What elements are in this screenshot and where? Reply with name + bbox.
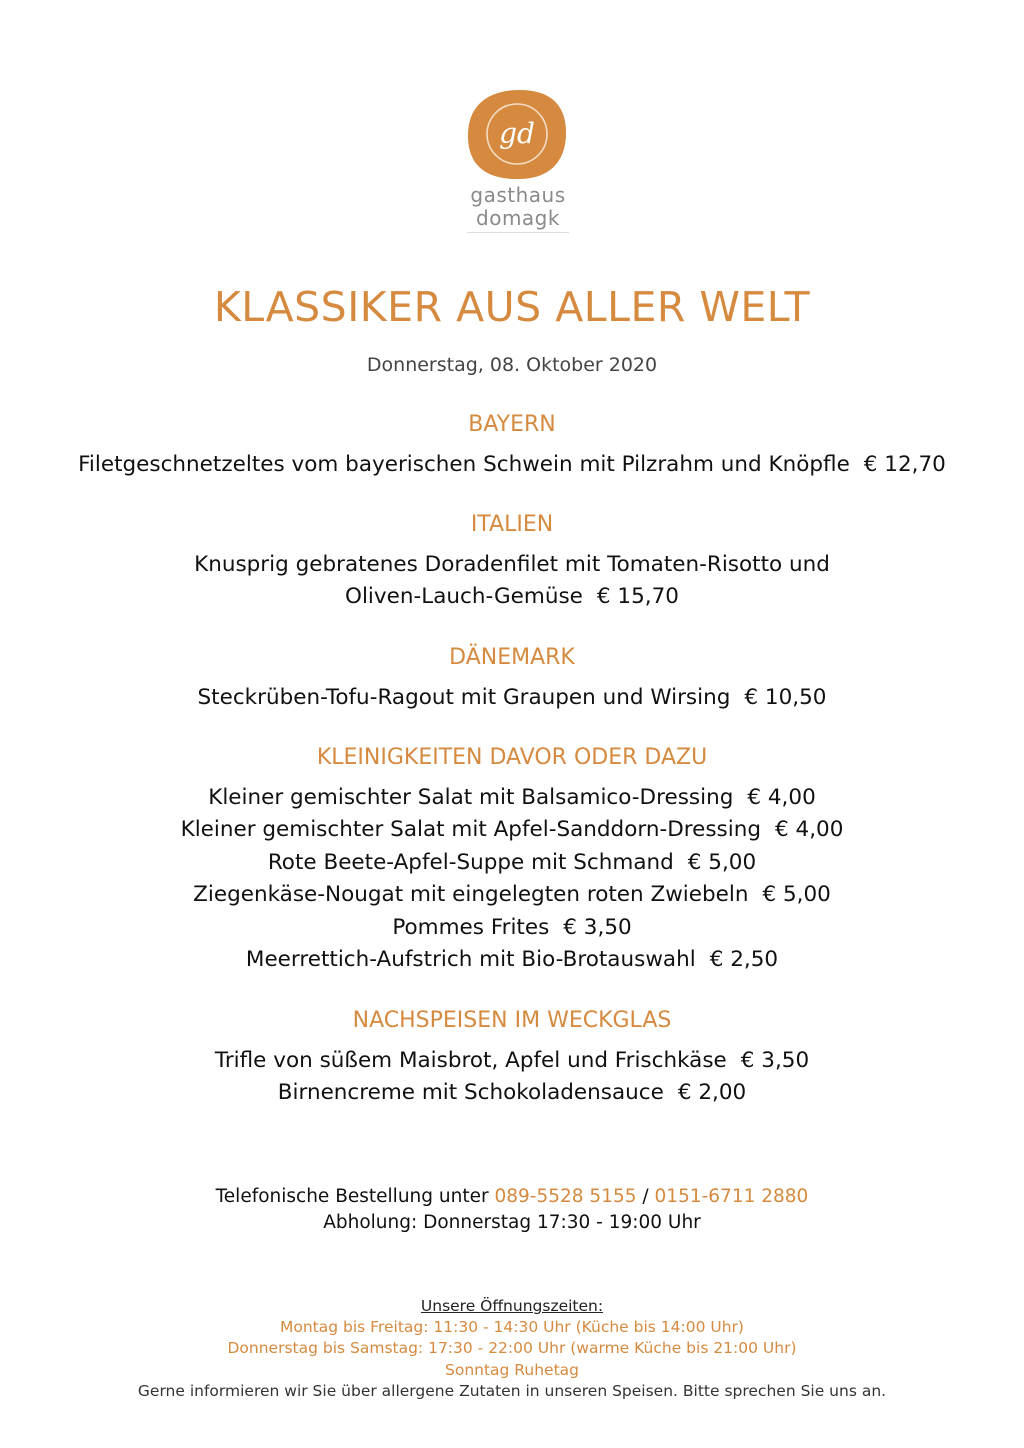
dish-name: Oliven-Lauch-Gemüse [345,584,583,609]
dish-name: Meerrettich-Aufstrich mit Bio-Brotauswahl [245,947,696,972]
opening-hours-line: Montag bis Freitag: 11:30 - 14:30 Uhr (Küche bis 14:00 Uhr) [280,1318,744,1336]
logo-monogram-text: gd [499,117,535,150]
allergen-note: Gerne informieren wir Sie über allergene Zutaten in unseren Speisen. Bitte sprechen Sie uns an. [137,1382,887,1400]
pickup-info: Abholung: Donnerstag 17:30 - 19:00 Uhr [323,1212,701,1233]
dish-name: Steckrüben-Tofu-Ragout mit Graupen und Wirsing [197,685,731,710]
section-heading-daenemark: DÄNEMARK [449,645,575,670]
dish-name: Kleiner gemischter Salat mit Apfel-Sanddorn-Dressing [180,817,762,842]
dish-price: € 5,00 [687,850,757,875]
dish-item [0,1077,1024,1110]
section-heading-nachspeisen: NACHSPEISEN IM WECKGLAS [352,1008,672,1033]
dish-item [0,814,1024,847]
dish-item [0,944,1024,977]
dish-item [0,847,1024,880]
dish-name: Trifle von süßem Maisbrot, Apfel und Frischkäse [214,1048,727,1073]
opening-hours-line: Donnerstag bis Samstag: 17:30 - 22:00 Uhr (warme Küche bis 21:00 Uhr) [227,1339,797,1357]
dish-item [0,879,1024,912]
restaurant-logo [467,88,569,234]
order-label: Telefonische Bestellung unter [215,1186,489,1207]
section-heading-bayern: BAYERN [468,412,556,437]
opening-hours-line: Sonntag Ruhetag [445,1361,579,1379]
dish-price: € 3,50 [563,915,632,940]
dish-name: Rote Beete-Apfel-Suppe mit Schmand [267,850,674,875]
dish-price: € 2,00 [677,1080,747,1105]
dish-price: € 3,50 [740,1048,810,1073]
dish-item-line2 [0,581,1024,614]
logo-divider [467,232,569,233]
dish-price: € 5,00 [762,882,831,907]
dish-price: € 15,70 [596,584,679,609]
dish-price: € 12,70 [863,452,946,477]
dish-name: Pommes Frites [392,915,550,940]
dish-item-line1 [0,549,1024,582]
opening-hours-title: Unsere Öffnungszeiten: [420,1297,604,1315]
dish-name: Birnencreme mit Schokoladensauce [277,1080,664,1105]
dish-item [0,1045,1024,1078]
dish-price: € 4,00 [747,785,816,810]
menu-date: Donnerstag, 08. Oktober 2020 [366,354,658,376]
phone-number-2[interactable]: 0151-6711 2880 [654,1186,809,1207]
dish-name: Ziegenkäse-Nougat mit eingelegten roten Zwiebeln [193,882,749,907]
dish-name: Kleiner gemischter Salat mit Balsamico-Dressing [208,785,734,810]
section-heading-kleinigkeiten: KLEINIGKEITEN DAVOR ODER DAZU [316,745,708,770]
dish-name: Knusprig gebratenes Doradenfilet mit Tomaten-Risotto und [194,552,830,577]
dish-price: € 10,50 [744,685,827,710]
logo-monogram-icon [467,88,567,180]
logo-name-line2: domagk [476,206,560,230]
dish-price: € 2,50 [709,947,779,972]
section-heading-italien: ITALIEN [470,512,554,537]
phone-number-1[interactable]: 089-5528 5155 [494,1186,637,1207]
dish-name: Filetgeschnetzeltes vom bayerischen Schwein mit Pilzrahm und Knöpfle [78,452,850,477]
order-info [0,1184,1024,1210]
dish-price: € 4,00 [775,817,844,842]
logo-name-line1: gasthaus [470,183,566,207]
dish-item [0,682,1024,715]
logo-wordmark [467,184,569,230]
phone-separator: / [642,1186,649,1207]
dish-item [0,782,1024,815]
page-title: KLASSIKER AUS ALLER WELT [213,283,811,331]
dish-item [0,912,1024,945]
dish-item [0,449,1024,482]
